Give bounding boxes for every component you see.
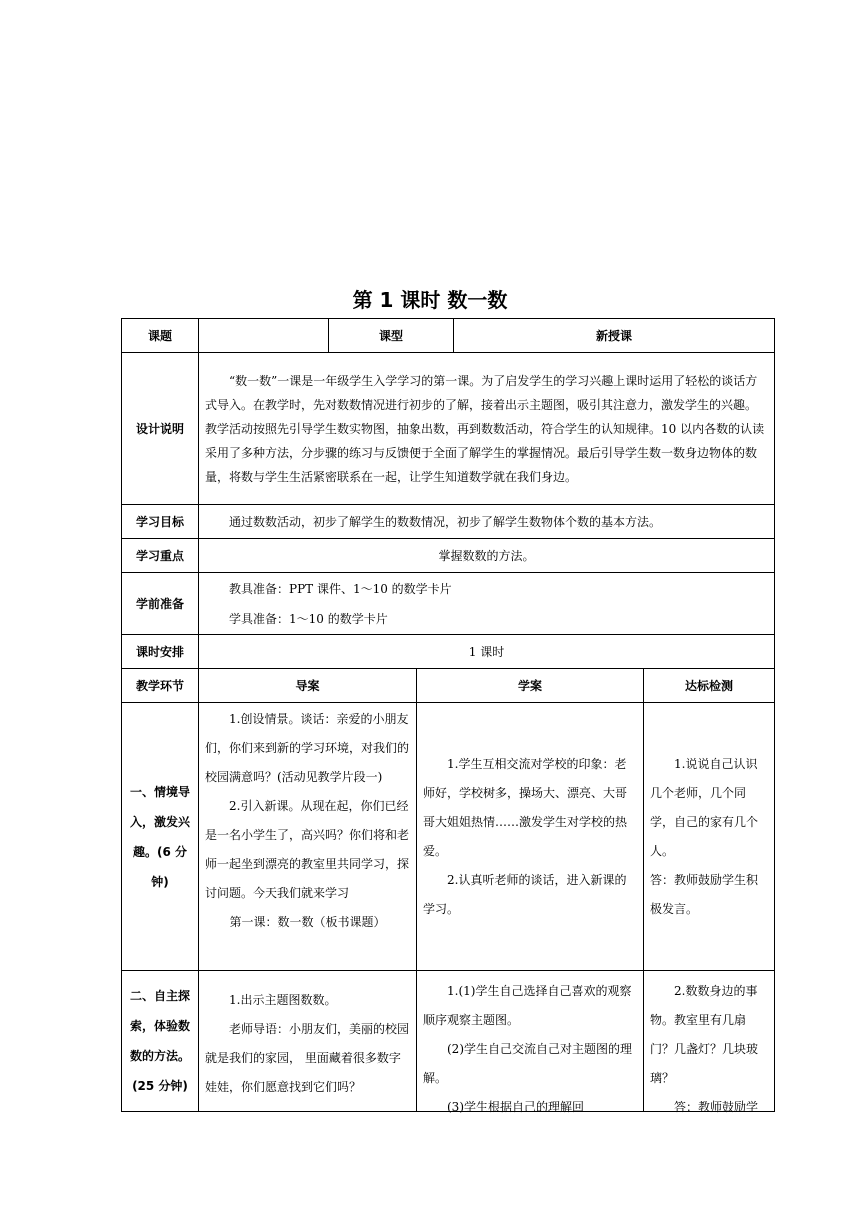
lesson-type-label: 课型 <box>329 319 454 353</box>
topic-label: 课题 <box>122 319 199 353</box>
stage-1-guide-2: 2.引入新课。从现在起，你们已经是一名小学生了，高兴吗？你们将和老师一起坐到漂亮的教室里共同学习，探讨问题。今天我们就来学习 <box>205 799 410 900</box>
stage-row-1 <box>122 703 775 971</box>
goal-label: 学习目标 <box>122 505 199 539</box>
goal-row <box>122 505 775 539</box>
stage-1-check-1: 1.说说自己认识几个老师，几个同学，自己的家有几个人。 <box>650 756 759 858</box>
schedule-label: 课时安排 <box>122 635 199 669</box>
col-header-guide: 导案 <box>199 669 417 703</box>
goal-text: 通过数数活动，初步了解学生的数数情况，初步了解学生数物体个数的基本方法。 <box>229 514 662 529</box>
stage-1-name: 一、情境导入，激发兴趣。(6 分钟) <box>122 703 199 971</box>
schedule-row <box>122 635 775 669</box>
focus-text: 掌握数数的方法。 <box>199 539 775 573</box>
focus-row <box>122 539 775 573</box>
col-header-study: 学案 <box>417 669 644 703</box>
stage-2-guide-2: 老师导语：小朋友们，美丽的校园就是我们的家园， 里面藏着很多数字娃娃，你们愿意找到它们吗？ <box>205 1022 410 1094</box>
schedule-text: 1 课时 <box>199 635 775 669</box>
stage-row-2 <box>122 971 775 1112</box>
design-row <box>122 353 775 505</box>
stage-1-study-1: 1.学生互相交流对学校的印象：老师好，学校树多，操场大、漂亮、大哥哥大姐姐热情……激发学生对学校的热爱。 <box>423 756 628 858</box>
prep-label: 学前准备 <box>122 573 199 635</box>
stage-2-name: 二、自主探索，体验数数的方法。(25 分钟) <box>122 971 199 1112</box>
focus-label: 学习重点 <box>122 539 199 573</box>
page-title: 第 1 课时 数一数 <box>352 288 508 312</box>
stage-2-check-1: 2.数数身边的事物。教室里有几扇门？几盏灯？几块玻璃？ <box>650 984 759 1085</box>
stage-1-check-2: 答：教师鼓励学生积极发言。 <box>650 872 759 916</box>
topic-value <box>199 319 329 353</box>
stage-1-study-2: 2.认真听老师的谈话，进入新课的学习。 <box>423 872 627 916</box>
student-prep: 学具准备：1～10 的数学卡片 <box>229 611 388 626</box>
stage-2-study-2: (2)学生自己交流自己对主题图的理解。 <box>423 1042 632 1085</box>
stage-2-study-1: 1.(1)学生自己选择自己喜欢的观察顺序观察主题图。 <box>423 984 632 1027</box>
lesson-type-value: 新授课 <box>454 319 775 353</box>
prep-row <box>122 573 775 635</box>
column-header-row <box>122 669 775 703</box>
stage-1-guide-3: 第一课：数一数（板书课题） <box>229 915 386 929</box>
col-header-stage: 教学环节 <box>122 669 199 703</box>
stage-2-guide-1: 1.出示主题图数数。 <box>229 993 337 1007</box>
stage-2-check-2: 答：教师鼓励学 <box>674 1100 759 1114</box>
col-header-check: 达标检测 <box>644 669 775 703</box>
design-text: “数一数”一课是一年级学生入学学习的第一课。为了启发学生的学习兴趣上课时运用了轻松的谈话方式导入。在教学时，先对数数情况进行初步的了解，接着出示主题图，吸引其注意力，激发学生的兴趣。教学活动按照先引导学生数实物图，抽象出数，再到数数活动，符合学生的认知规律。10 以内各数的认读采用了多种方法，分步骤的练习与反馈便于全面了解学生的掌握情况。最后引导学生数一数身边物体的数量，将数与学生生活紧密联系在一起，让学生知道数学就在我们身边。 <box>205 373 765 484</box>
stage-2-study-3: (3)学生根据自己的理解回 <box>447 1100 584 1114</box>
topic-row <box>122 319 775 353</box>
design-label: 设计说明 <box>122 353 199 505</box>
teacher-prep: 教具准备：PPT 课件、1～10 的数学卡片 <box>229 581 452 596</box>
stage-1-guide-1: 1.创设情景。谈话：亲爱的小朋友们，你们来到新的学习环境，对我们的校园满意吗？(活动见教学片段一) <box>205 712 410 784</box>
lesson-plan-table <box>121 318 775 1112</box>
